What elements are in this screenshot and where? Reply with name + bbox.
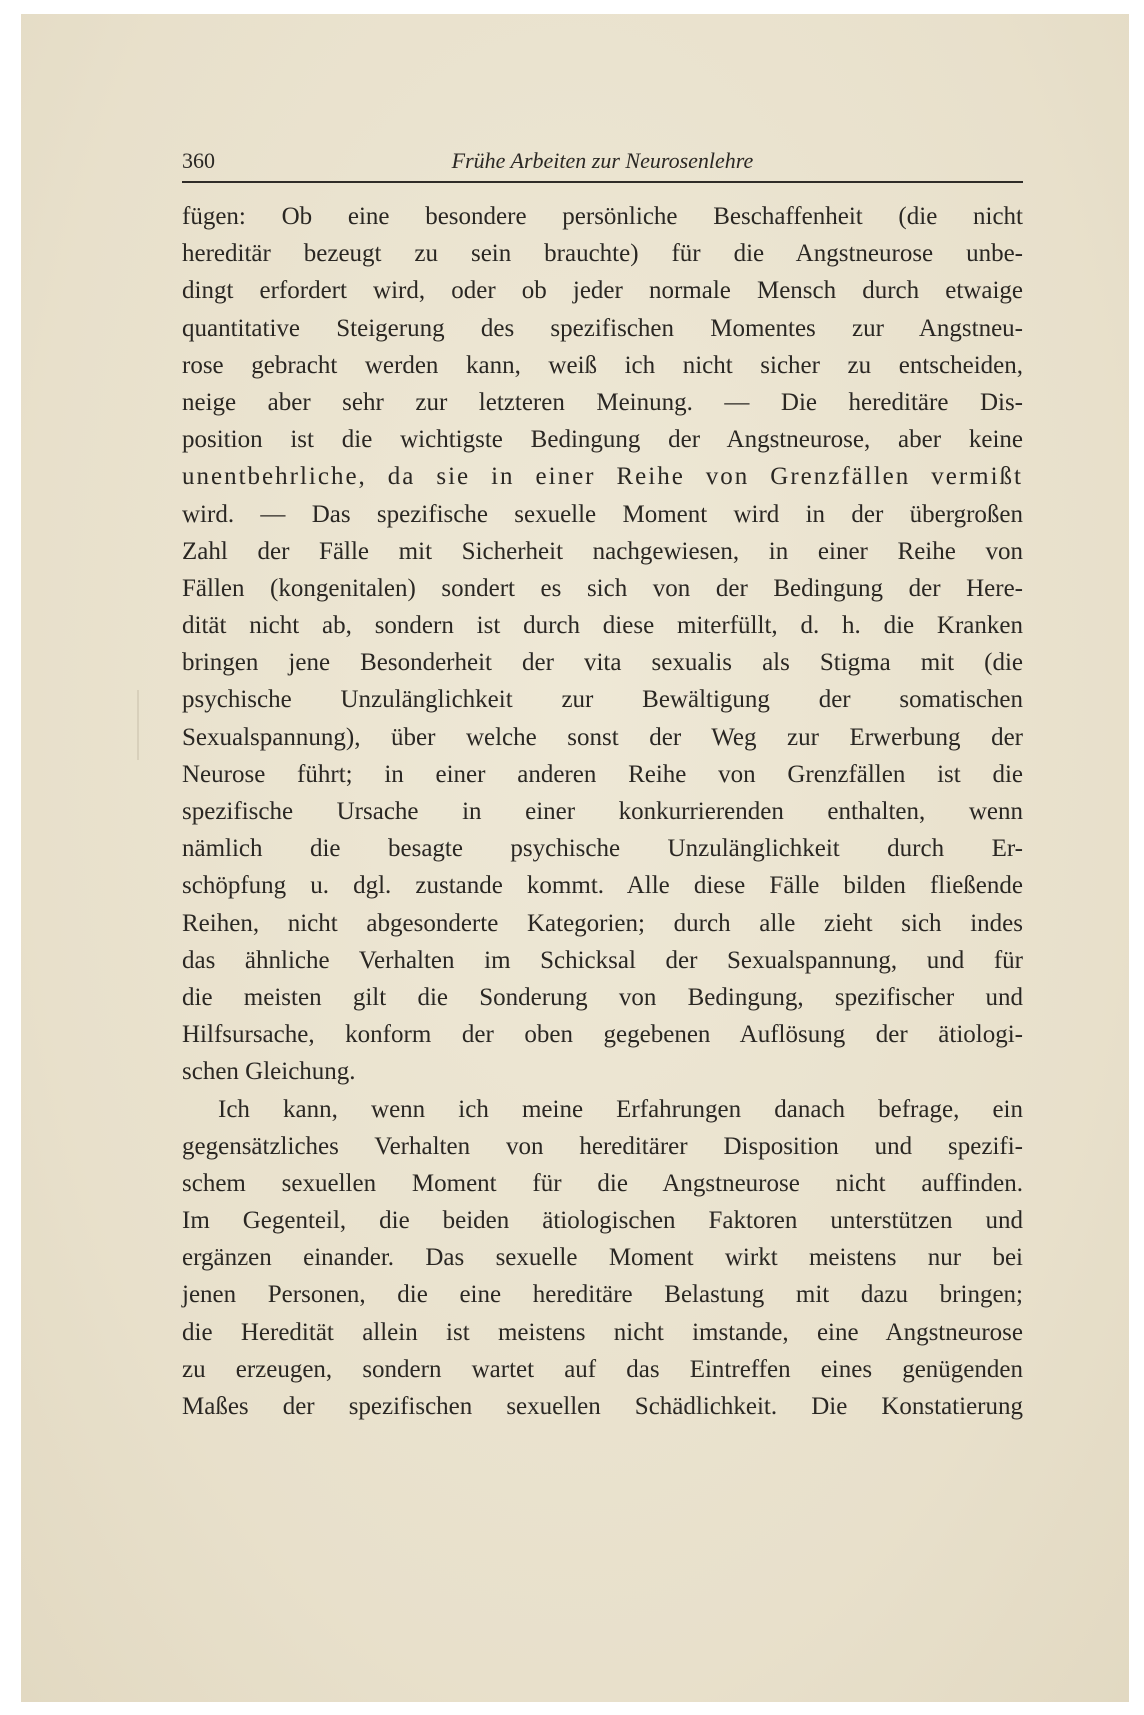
text-line: schöpfung u. dgl. zustande kommt. Alle diese Fälle bilden fließende (182, 872, 1023, 900)
text-line: schem sexuellen Moment für die Angstneurose nicht auffinden. (182, 1169, 1023, 1197)
text-line: das ähnliche Verhalten im Schicksal der Sexualspannung, und für (182, 946, 1023, 974)
body-text (182, 198, 1023, 1425)
text-line: die meisten gilt die Sonderung von Bedingung, spezifischer und (182, 983, 1023, 1011)
text-line: quantitative Steigerung des spezifischen Momentes zur Angstneu- (182, 314, 1023, 342)
text-line: neige aber sehr zur letzteren Meinung. — Die hereditäre Dis- (182, 388, 1023, 416)
text-line: wird. — Das spezifische sexuelle Moment wird in der übergroßen (182, 500, 1023, 528)
text-line: Ich kann, wenn ich meine Erfahrungen danach befrage, ein (218, 1095, 1023, 1123)
text-line: Maßes der spezifischen sexuellen Schädlichkeit. Die Konstatierung (182, 1393, 1023, 1420)
text-line: Fällen (kongenitalen) sondert es sich von der Bedingung der Here- (182, 574, 1023, 602)
text-line: hereditär bezeugt zu sein brauchte) für die Angstneurose unbe- (182, 240, 1023, 268)
text-line: bringen jene Besonderheit der vita sexualis als Stigma mit (die (182, 649, 1023, 677)
text-line: schen Gleichung. (182, 1058, 356, 1086)
text-line: Sexualspannung), über welche sonst der Weg zur Erwerbung der (182, 723, 1023, 751)
text-line: dität nicht ab, sondern ist durch diese miterfüllt, d. h. die Kranken (182, 612, 1023, 640)
text-line: psychische Unzulänglichkeit zur Bewältigung der somatischen (182, 686, 1023, 714)
text-line: position ist die wichtigste Bedingung der Angstneurose, aber keine (182, 426, 1023, 454)
page-number: 360 (182, 148, 215, 173)
text-line: zu erzeugen, sondern wartet auf das Eintreffen eines genügenden (182, 1355, 1023, 1383)
text-line: gegensätzliches Verhalten von hereditärer Disposition und spezifi- (182, 1132, 1023, 1160)
text-line: ergänzen einander. Das sexuelle Moment wirkt meistens nur bei (182, 1244, 1023, 1272)
text-line: unentbehrliche, da sie in einer Reihe von Grenzfällen vermißt (182, 463, 1023, 491)
text-line: rose gebracht werden kann, weiß ich nicht sicher zu entscheiden, (182, 351, 1023, 379)
running-title: Frühe Arbeiten zur Neurosenlehre (451, 148, 754, 173)
page-header (182, 148, 1023, 178)
text-line: dingt erfordert wird, oder ob jeder normale Mensch durch etwaige (182, 277, 1023, 305)
text-line: Reihen, nicht abgesonderte Kategorien; durch alle zieht sich indes (182, 909, 1023, 937)
text-line: Neurose führt; in einer anderen Reihe von Grenzfällen ist die (182, 760, 1023, 788)
margin-mark (137, 690, 139, 760)
text-line: Zahl der Fälle mit Sicherheit nachgewiesen, in einer Reihe von (182, 537, 1023, 565)
text-line: fügen: Ob eine besondere persönliche Beschaffenheit (die nicht (182, 203, 1023, 230)
text-line: die Heredität allein ist meistens nicht imstande, eine Angstneurose (182, 1318, 1023, 1346)
header-rule (182, 181, 1023, 183)
text-line: Im Gegenteil, die beiden ätiologischen Faktoren unterstützen und (182, 1207, 1023, 1235)
text-line: Hilfsursache, konform der oben gegebenen Auflösung der ätiologi- (182, 1021, 1023, 1049)
text-line: jenen Personen, die eine hereditäre Belastung mit dazu bringen; (182, 1281, 1023, 1309)
text-line: spezifische Ursache in einer konkurrierenden enthalten, wenn (182, 798, 1023, 825)
text-line: nämlich die besagte psychische Unzulänglichkeit durch Er- (182, 835, 1023, 863)
